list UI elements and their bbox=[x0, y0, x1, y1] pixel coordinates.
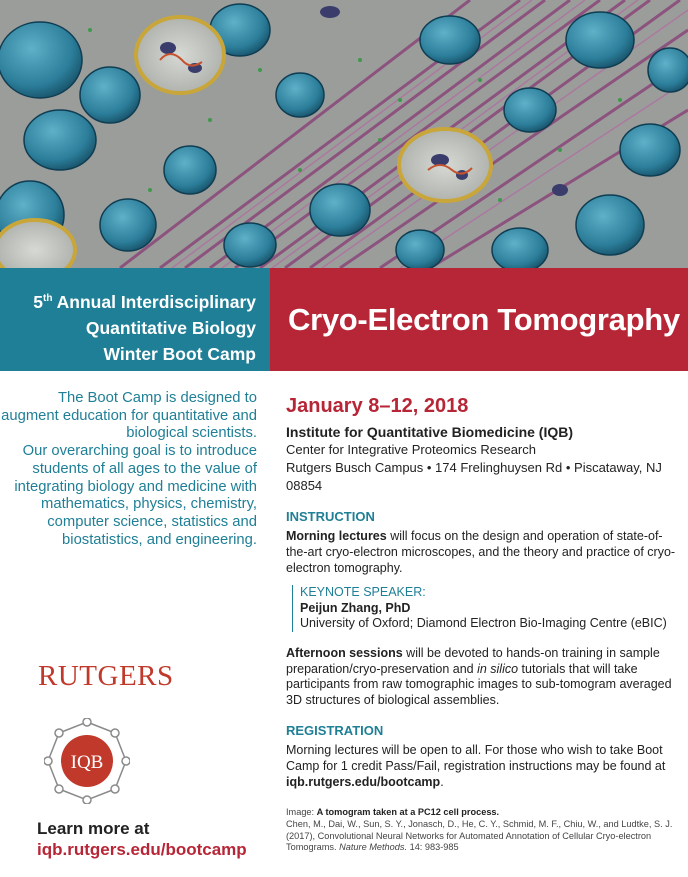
image-caption-text: A tomogram taken at a PC12 cell process. bbox=[316, 807, 500, 817]
mission-intro: The Boot Camp is designed to augment education for quantitative and biological scientists. bbox=[1, 390, 257, 442]
edition-title: Annual Interdisciplinary bbox=[52, 291, 256, 312]
event-center: Center for Integrative Proteomics Research bbox=[286, 442, 536, 457]
instruction-heading: INSTRUCTION bbox=[286, 509, 375, 524]
registration-heading: REGISTRATION bbox=[286, 723, 384, 739]
afternoon-sessions-description: will be devoted to hands-on training in sample preparation/cryo-preservation and bbox=[286, 645, 660, 676]
morning-lectures-text bbox=[286, 529, 676, 576]
learn-more-link[interactable]: iqb.rutgers.edu/bootcamp bbox=[37, 840, 247, 859]
iqb-logo-text: IQB bbox=[70, 752, 104, 773]
event-date: January 8–12, 2018 bbox=[286, 395, 469, 417]
image-caption-label: Image: bbox=[286, 807, 317, 817]
citation-journal: Nature Methods. bbox=[339, 842, 408, 853]
citation-text: Chen, M., Dai, W., Sun, S. Y., Jonasch, D., He, C. Y., Schmid, M. F., Chiu, W., and Ludtke, S. J. (2017), Convolutional Neural Networks for Automated Annotation of Cellular Cryo-electron Tomograms. bbox=[286, 818, 673, 853]
boot-camp-title-line-3: Winter Boot Camp bbox=[103, 343, 256, 364]
image-caption bbox=[286, 807, 678, 819]
afternoon-sessions-label: Afternoon sessions bbox=[286, 645, 403, 660]
morning-lectures-description: will focus on the design and operation of state-of-the-art cryo-electron microscopes, and the theory and practice of cryo-electron tomography. bbox=[286, 529, 676, 575]
keynote-affiliation: University of Oxford; Diamond Electron Bio-Imaging Centre (eBIC) bbox=[300, 616, 667, 631]
mission-goal: Our overarching goal is to introduce students of all ages to the value of integrating biology and medicine with mathematics, physics, chemistry, computer science, statistics and biostatistics, and engineering. bbox=[14, 443, 257, 548]
keynote-speaker-block bbox=[292, 585, 676, 632]
rutgers-logo: RUTGERS bbox=[38, 660, 174, 692]
course-title-band bbox=[270, 268, 688, 371]
event-institute: Institute for Quantitative Biomedicine (IQB) bbox=[286, 424, 574, 440]
registration-description: Morning lectures will be open to all. For those who wish to take Boot Camp for 1 credit Pass/Fail, registration instructions may be found at bbox=[286, 743, 666, 773]
morning-lectures-label: Morning lectures bbox=[286, 529, 387, 543]
mission-statement bbox=[0, 390, 257, 549]
registration-period: . bbox=[440, 774, 444, 789]
event-address: Rutgers Busch Campus • 174 Frelinghuysen Rd • Piscataway, NJ 08854 bbox=[286, 460, 662, 493]
boot-camp-title-line-2: Quantitative Biology bbox=[85, 317, 256, 338]
in-silico-term: in silico bbox=[477, 661, 519, 676]
tomogram-illustration bbox=[0, 0, 688, 268]
event-details bbox=[286, 393, 676, 790]
registration-text bbox=[286, 743, 676, 790]
edition-suffix: th bbox=[42, 293, 53, 304]
edition-number: 5 bbox=[33, 291, 43, 312]
hero-tomogram-image bbox=[0, 0, 688, 268]
iqb-logo-icon bbox=[44, 718, 130, 804]
learn-more-label: Learn more at bbox=[37, 819, 150, 838]
boot-camp-title-band bbox=[0, 268, 270, 371]
citation-volume: 14: 983-985 bbox=[407, 842, 459, 853]
image-citation bbox=[286, 819, 678, 854]
boot-camp-title-line-1 bbox=[0, 286, 256, 315]
afternoon-sessions-description-end: tutorials that will take participants from raw tomographic images to sub-tomogram averaged 3D structures of biological assemblies. bbox=[286, 661, 672, 708]
keynote-name: Peijun Zhang, PhD bbox=[300, 600, 411, 615]
keynote-label: KEYNOTE SPEAKER: bbox=[300, 585, 426, 600]
image-credit bbox=[286, 807, 678, 854]
course-title: Cryo-Electron Tomography bbox=[288, 302, 680, 337]
afternoon-sessions-text bbox=[286, 646, 676, 709]
registration-link[interactable]: iqb.rutgers.edu/bootcamp bbox=[286, 774, 441, 789]
learn-more bbox=[37, 818, 247, 860]
